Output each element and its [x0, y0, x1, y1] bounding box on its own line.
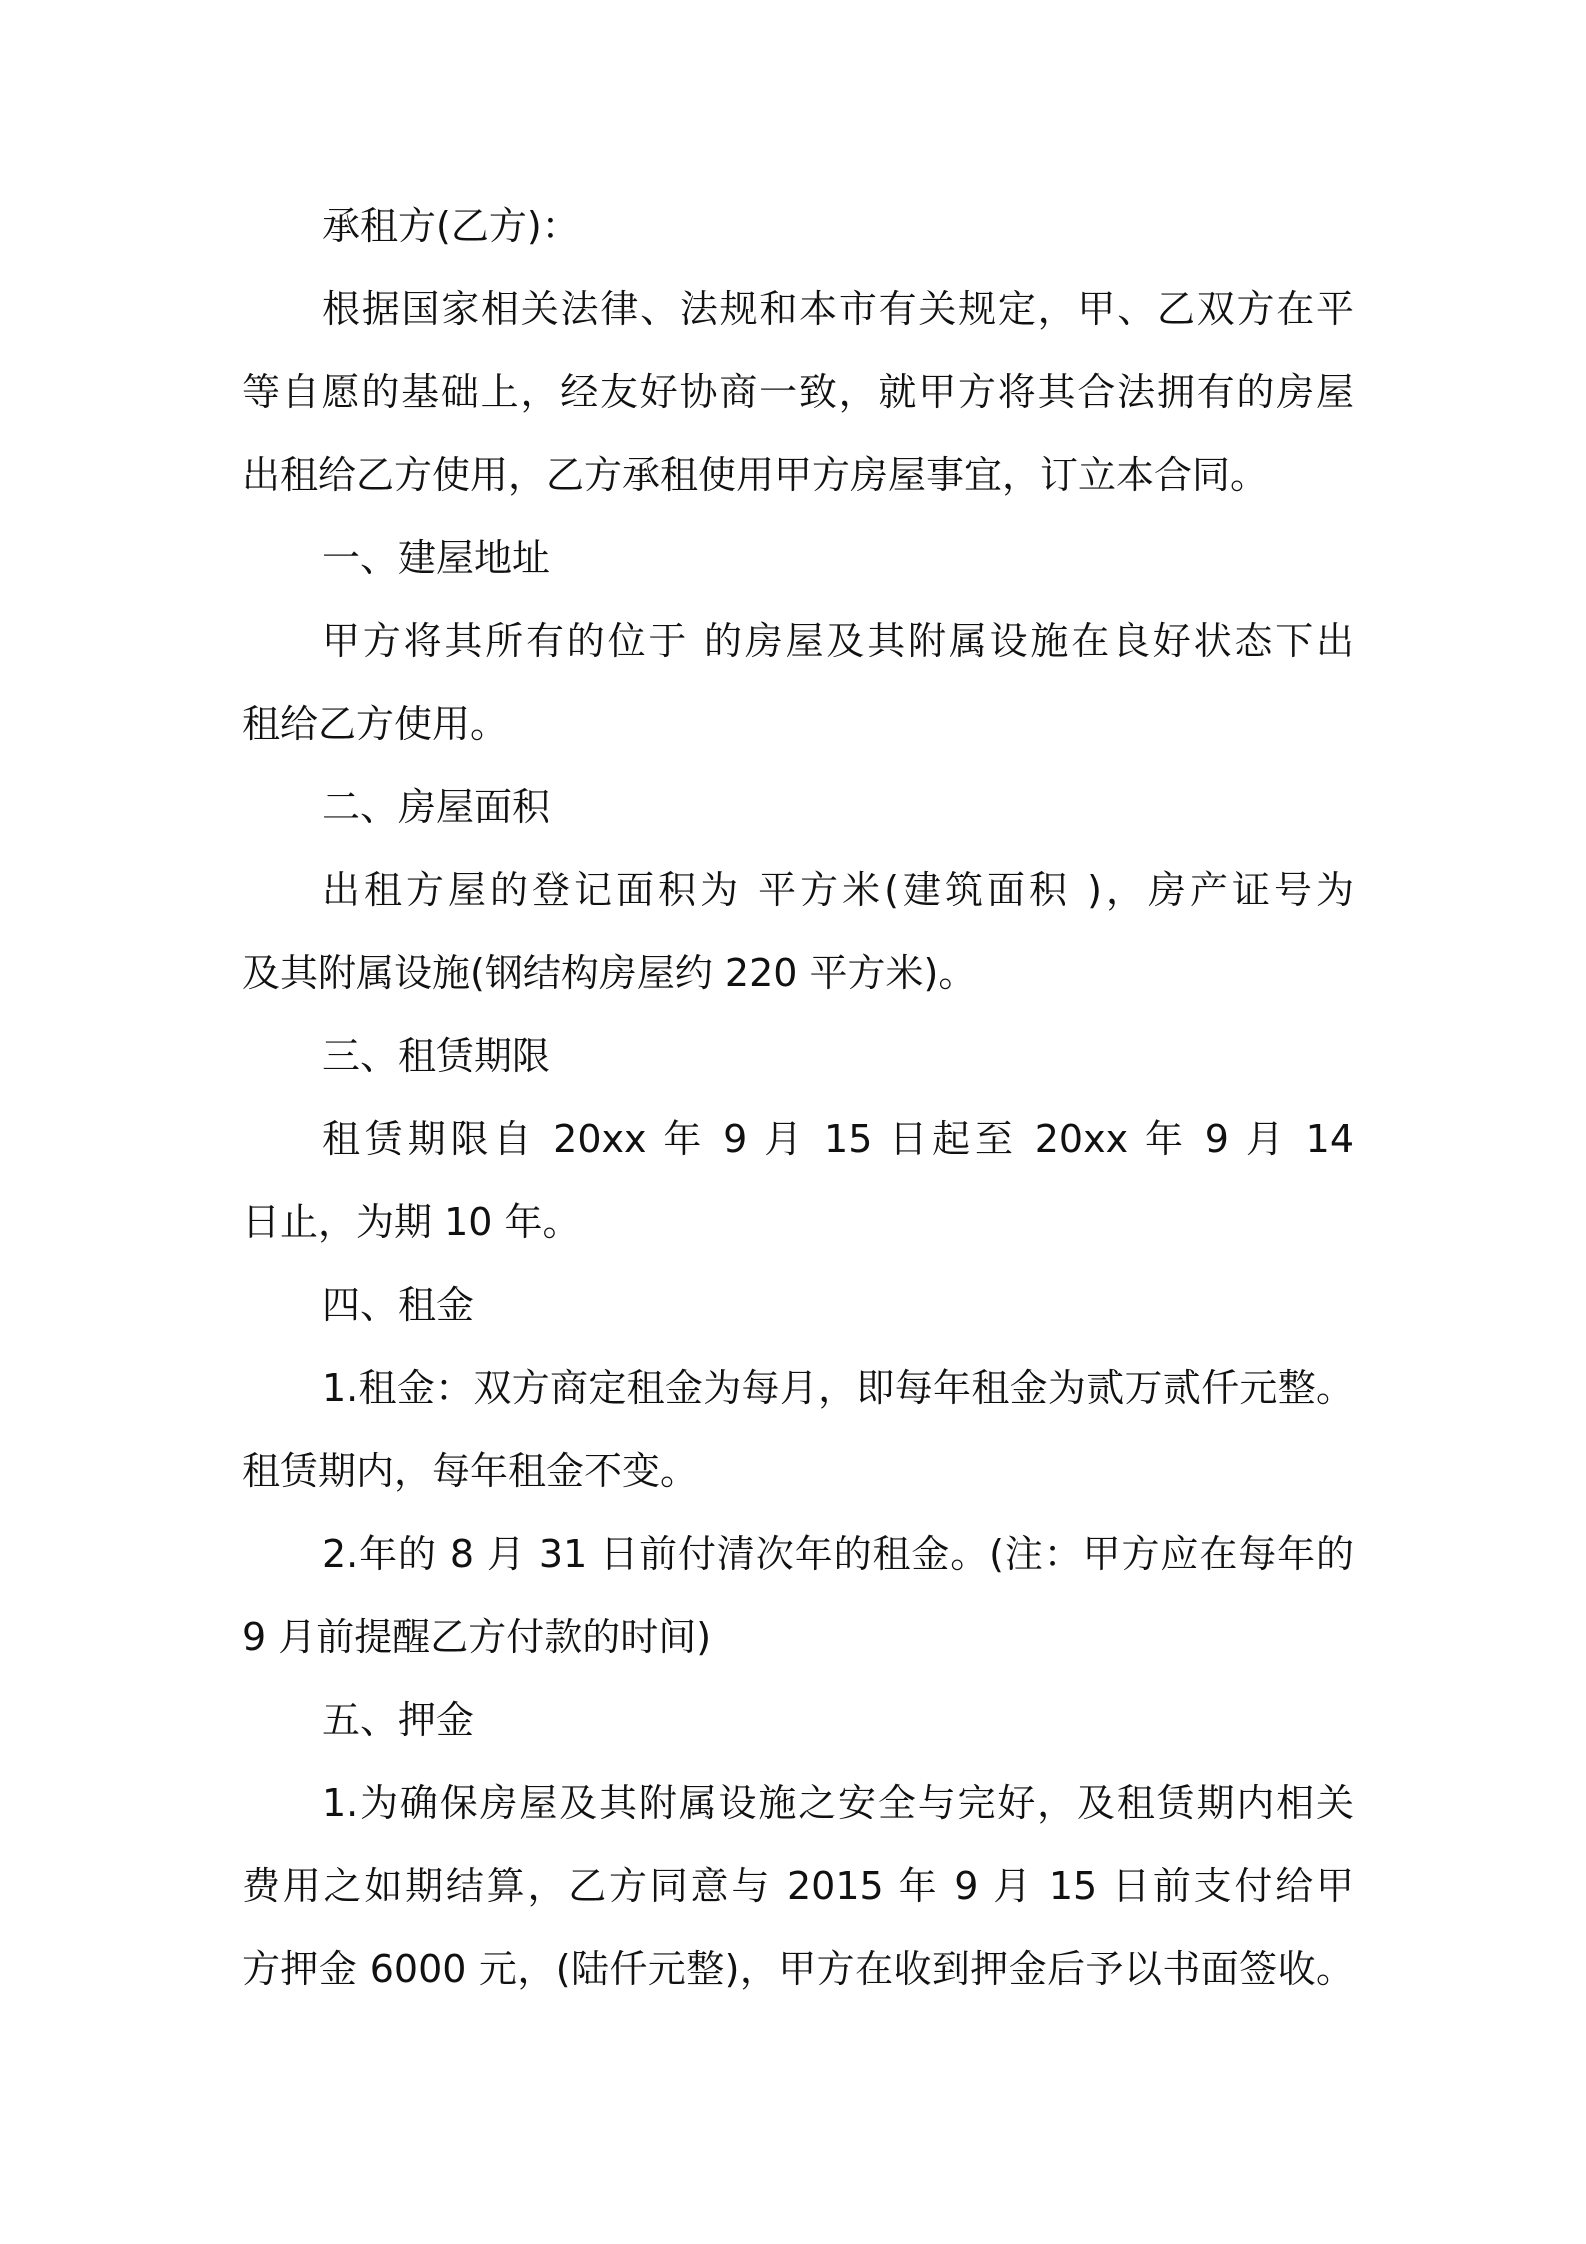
section-heading-rent: 四、租金: [322, 1283, 475, 1327]
rent-line-1: 1.租金：双方商定租金为每月，即每年租金为贰万贰仟元整。: [322, 1366, 1354, 1410]
area-line-2: 及其附属设施(钢结构房屋约 220 平方米)。: [242, 951, 977, 995]
address-line-2: 租给乙方使用。: [242, 702, 509, 746]
preamble-line-3: 出租给乙方使用，乙方承租使用甲方房屋事宜，订立本合同。: [242, 453, 1269, 497]
section-heading-address: 一、建屋地址: [322, 536, 551, 580]
tenant-party-line: 承租方(乙方)：: [322, 204, 580, 248]
preamble-line-1: 根据国家相关法律、法规和本市有关规定，甲、乙双方在平: [322, 287, 1354, 331]
deposit-line-2: 费用之如期结算，乙方同意与 2015 年 9 月 15 日前支付给甲: [242, 1864, 1354, 1908]
rent-line-2: 租赁期内，每年租金不变。: [242, 1449, 699, 1493]
section-heading-term: 三、租赁期限: [322, 1034, 551, 1078]
preamble-line-2: 等自愿的基础上，经友好协商一致，就甲方将其合法拥有的房屋: [242, 370, 1354, 414]
address-line-1: 甲方将其所有的位于 的房屋及其附属设施在良好状态下出: [322, 619, 1354, 663]
deposit-line-3: 方押金 6000 元，(陆仟元整)，甲方在收到押金后予以书面签收。: [242, 1947, 1354, 1991]
term-line-1: 租赁期限自 20xx 年 9 月 15 日起至 20xx 年 9 月 14: [322, 1117, 1354, 1161]
term-line-2: 日止，为期 10 年。: [242, 1200, 581, 1244]
section-heading-area: 二、房屋面积: [322, 785, 551, 829]
area-line-1: 出租方屋的登记面积为 平方米(建筑面积 )，房产证号为: [322, 868, 1354, 912]
rent-line-4: 9 月前提醒乙方付款的时间): [242, 1615, 712, 1659]
rent-line-3: 2.年的 8 月 31 日前付清次年的租金。(注：甲方应在每年的: [322, 1532, 1354, 1576]
section-heading-deposit: 五、押金: [322, 1698, 475, 1742]
deposit-line-1: 1.为确保房屋及其附属设施之安全与完好，及租赁期内相关: [322, 1781, 1354, 1825]
